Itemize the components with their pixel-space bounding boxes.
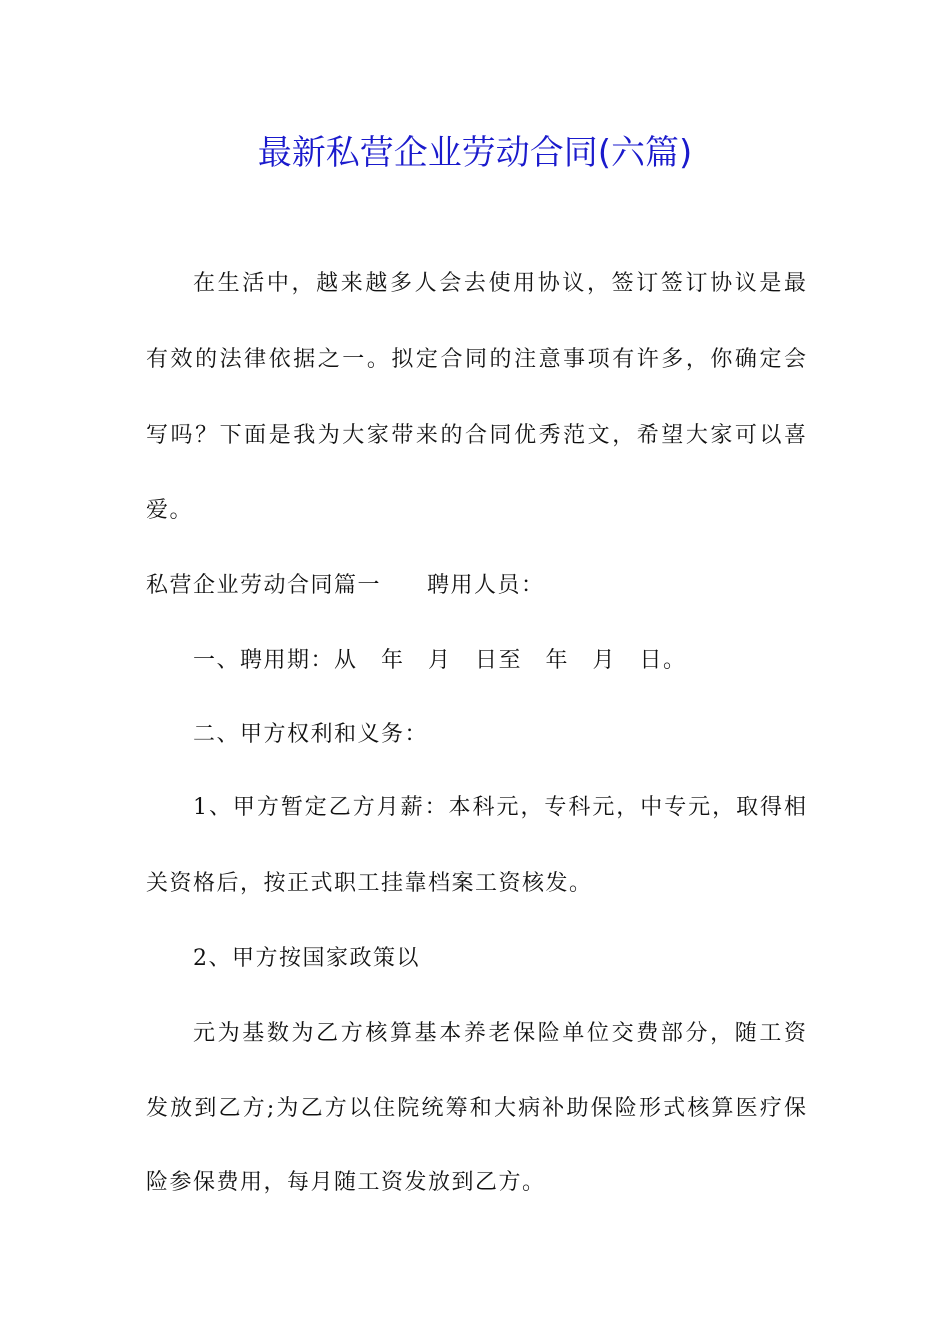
- clause-item2-line-1: 元为基数为乙方核算基本养老保险单位交费部分，随工资: [193, 1021, 806, 1046]
- section-heading-hire-label: 聘用人员：: [427, 573, 545, 598]
- intro-line-3: 写吗？下面是我为大家带来的合同优秀范文，希望大家可以喜: [146, 423, 806, 448]
- clause-item1-line-2: 关资格后，按正式职工挂靠档案工资核发。: [146, 871, 593, 896]
- clause-term: 一、聘用期：从 年 月 日至 年 月 日。: [193, 648, 687, 673]
- clause-item2-line-2: 发放到乙方;为乙方以住院统筹和大病补助保险形式核算医疗保: [146, 1096, 806, 1121]
- section-heading-title: 私营企业劳动合同篇一: [146, 573, 382, 598]
- clause-item2-head: 2、甲方按国家政策以: [193, 946, 420, 971]
- clause-item1-line-1: 1、甲方暂定乙方月薪：本科元，专科元，中专元，取得相: [193, 795, 806, 820]
- clause-rights-heading: 二、甲方权利和义务：: [193, 722, 429, 747]
- section-heading: [146, 570, 806, 602]
- clause-item2-line-3: 险参保费用，每月随工资发放到乙方。: [146, 1170, 546, 1195]
- intro-line-4: 爱。: [146, 498, 194, 523]
- document-title: 最新私营企业劳动合同(六篇): [257, 133, 693, 173]
- intro-line-2: 有效的法律依据之一。拟定合同的注意事项有许多，你确定会: [146, 347, 806, 372]
- intro-line-1: 在生活中，越来越多人会去使用协议，签订签订协议是最: [193, 271, 806, 296]
